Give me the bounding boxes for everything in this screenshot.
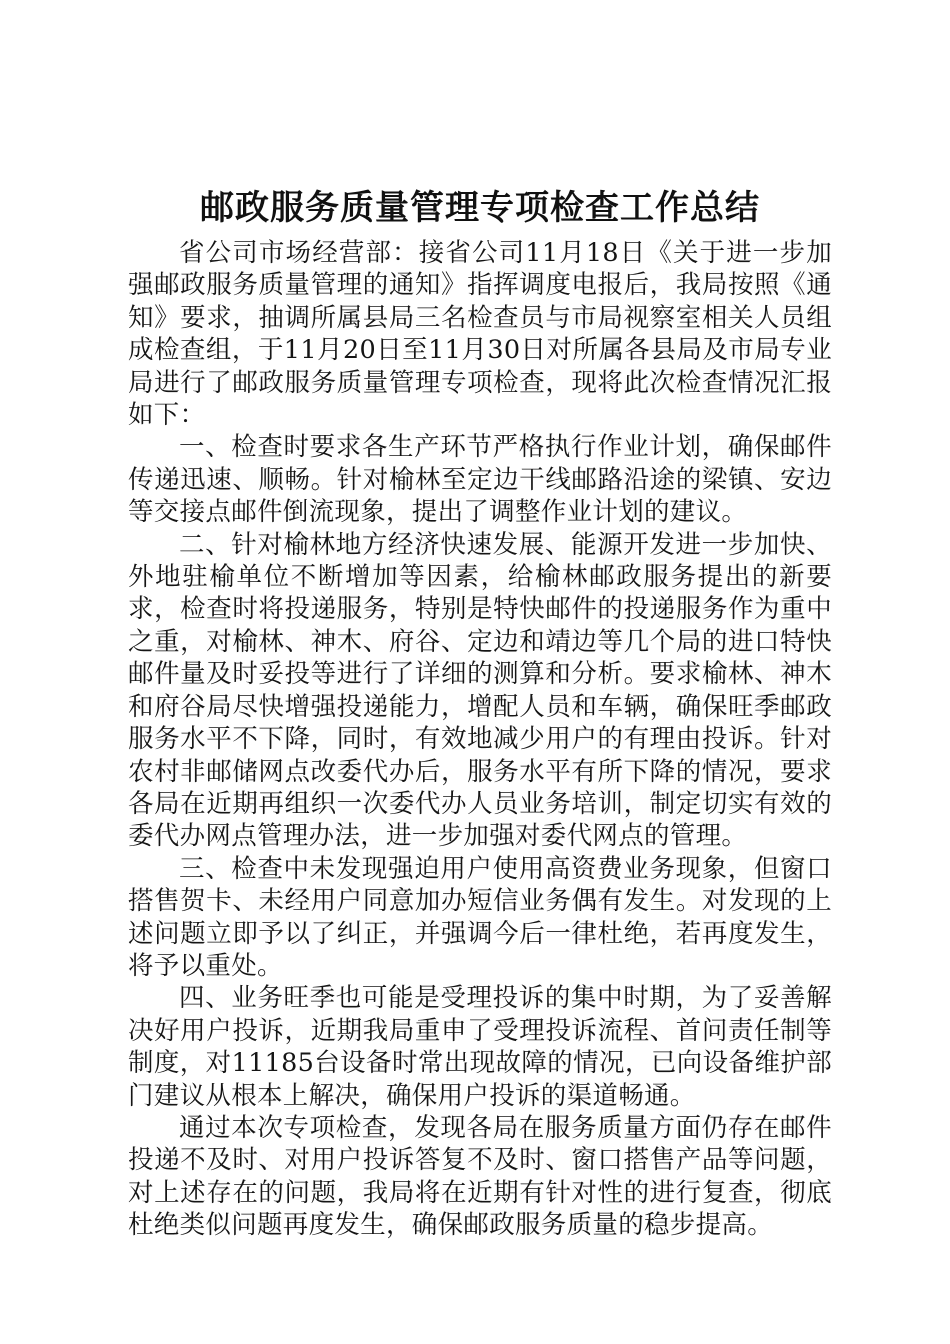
paragraph-item-2: 二、针对榆林地方经济快速发展、能源开发进一步加快、外地驻榆单位不断增加等因素，给榆林邮政服务提出的新要求，检查时将投递服务，特别是特快邮件的投递服务作为重中之重，对榆林、神木、府谷、定边和靖边等几个局的进口特快邮件量及时妥投等进行了详细的测算和分析。要求榆林、神木和府谷局尽快增强投递能力，增配人员和车辆，确保旺季邮政服务水平不下降，同时，有效地减少用户的有理由投诉。针对农村非邮储网点改委代办后，服务水平有所下降的情况，要求各局在近期再组织一次委代办人员业务培训，制定切实有效的委代办网点管理办法，进一步加强对委代网点的管理。 [128, 529, 832, 852]
paragraph-conclusion: 通过本次专项检查，发现各局在服务质量方面仍存在邮件投递不及时、对用户投诉答复不及时、窗口搭售产品等问题，对上述存在的问题，我局将在近期有针对性的进行复查，彻底杜绝类似问题再度发生，确保邮政服务质量的稳步提高。 [128, 1112, 832, 1241]
document-body [128, 237, 832, 1242]
paragraph-item-3: 三、检查中未发现强迫用户使用高资费业务现象，但窗口搭售贺卡、未经用户同意加办短信业务偶有发生。对发现的上述问题立即予以了纠正，并强调今后一律杜绝，若再度发生，将予以重处。 [128, 853, 832, 981]
document-title: 邮政服务质量管理专项检查工作总结 [200, 188, 760, 228]
paragraph-item-1: 一、检查时要求各生产环节严格执行作业计划，确保邮件传递迅速、顺畅。针对榆林至定边干线邮路沿途的梁镇、安边等交接点邮件倒流现象，提出了调整作业计划的建议。 [128, 432, 832, 528]
paragraph-intro: 省公司市场经营部：接省公司11月18日《关于进一步加强邮政服务质量管理的通知》指挥调度电报后，我局按照《通知》要求，抽调所属县局三名检查员与市局视察室相关人员组成检查组，于11月20日至11月30日对所属各县局及市局专业局进行了邮政服务质量管理专项检查，现将此次检查情况汇报如下： [128, 238, 832, 431]
paragraph-item-4: 四、业务旺季也可能是受理投诉的集中时期，为了妥善解决好用户投诉，近期我局重申了受理投诉流程、首问责任制等制度，对11185台设备时常出现故障的情况，已向设备维护部门建议从根本上解决，确保用户投诉的渠道畅通。 [128, 983, 832, 1111]
